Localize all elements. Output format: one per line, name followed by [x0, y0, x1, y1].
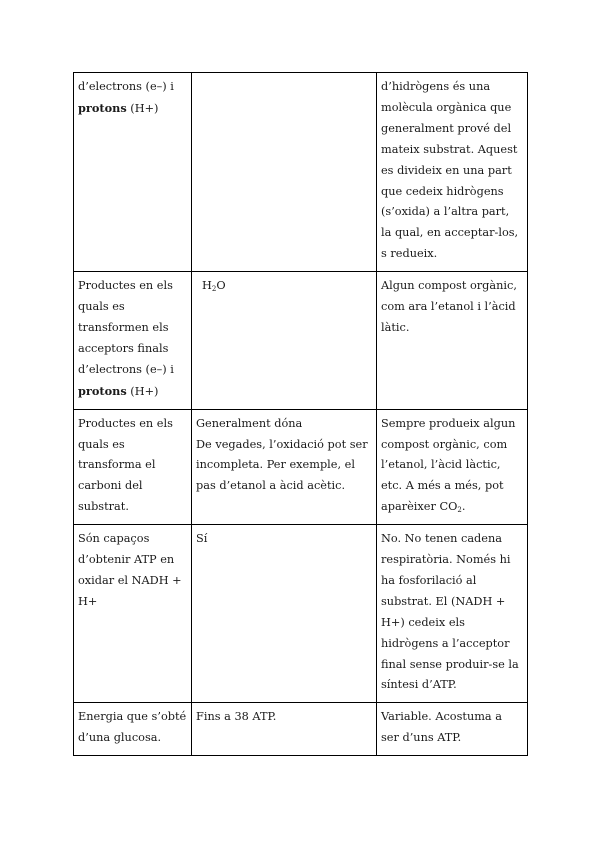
cell-text: Generalment dóna [196, 416, 303, 430]
table-cell [377, 409, 528, 525]
table-cell [74, 272, 192, 409]
cell-text: Energia que s’obté d’una glucosa. [78, 710, 187, 745]
table-cell [74, 73, 192, 272]
cell-text: Algun compost orgànic, com ara l’etanol i l’àcid làtic. [381, 279, 517, 334]
table-cell [377, 73, 528, 272]
cell-text: . [461, 500, 466, 514]
cell-text: Variable. Acostuma a ser d’uns ATP. [381, 710, 502, 745]
table-row [74, 703, 528, 756]
table-cell [74, 409, 192, 525]
formula-subscript: 2 [211, 285, 217, 294]
table-cell [74, 703, 192, 756]
cell-text: Sempre produeix algun compost orgànic, com l’etanol, l’àcid làctic, etc. A més a més, pot aparèixer CO [381, 416, 516, 514]
comparison-table [73, 72, 528, 756]
cell-text: Productes en els quals es transformen els acceptors finals d’electrons (e–) i [78, 279, 174, 376]
cell-text: d’hidrògens és una molècula orgànica que generalment prové del mateix substrat. Aquest es divideix en una part que cedeix hidrògens (s’oxida) a l’altra part, la qual, en acceptar-los, s redueix. [381, 80, 519, 261]
table-cell [192, 272, 377, 409]
cell-text: Fins a 38 ATP. [196, 710, 277, 724]
table-row [74, 272, 528, 409]
table-row [74, 409, 528, 525]
table-cell [377, 703, 528, 756]
cell-text: Productes en els quals es transforma el carboni del substrat. [78, 416, 173, 514]
formula-after: O [216, 279, 226, 293]
table-cell [74, 525, 192, 703]
table-row [74, 73, 528, 272]
table-cell [192, 525, 377, 703]
cell-text: d’electrons (e–) i [78, 80, 174, 93]
cell-text: No. No tenen cadena respiratòria. Només hi ha fosforilació al substrat. El (NADH + H+) cedeix els hidrògens a l’acceptor final sense produir-se la síntesi d’ATP. [381, 532, 519, 692]
cell-text: Sí [196, 532, 208, 546]
cell-bold-text: protons [78, 383, 127, 398]
formula-base: H [202, 279, 212, 293]
formula-subscript: 2 [457, 506, 462, 515]
formula-h2o [196, 276, 226, 297]
cell-bold-text: protons [78, 100, 127, 115]
table-cell [192, 703, 377, 756]
cell-text: (H+) [126, 384, 159, 398]
cell-text: (H+) [126, 101, 159, 115]
table-cell [377, 525, 528, 703]
table-cell [192, 409, 377, 525]
table-row [74, 525, 528, 703]
cell-text: De vegades, l’oxidació pot ser incompleta. Per exemple, el pas d’etanol a àcid acètic. [196, 437, 368, 493]
cell-text: Són capaços d’obtenir ATP en oxidar el NADH + H+ [78, 532, 182, 608]
table-cell [192, 73, 377, 272]
table-cell [377, 272, 528, 409]
